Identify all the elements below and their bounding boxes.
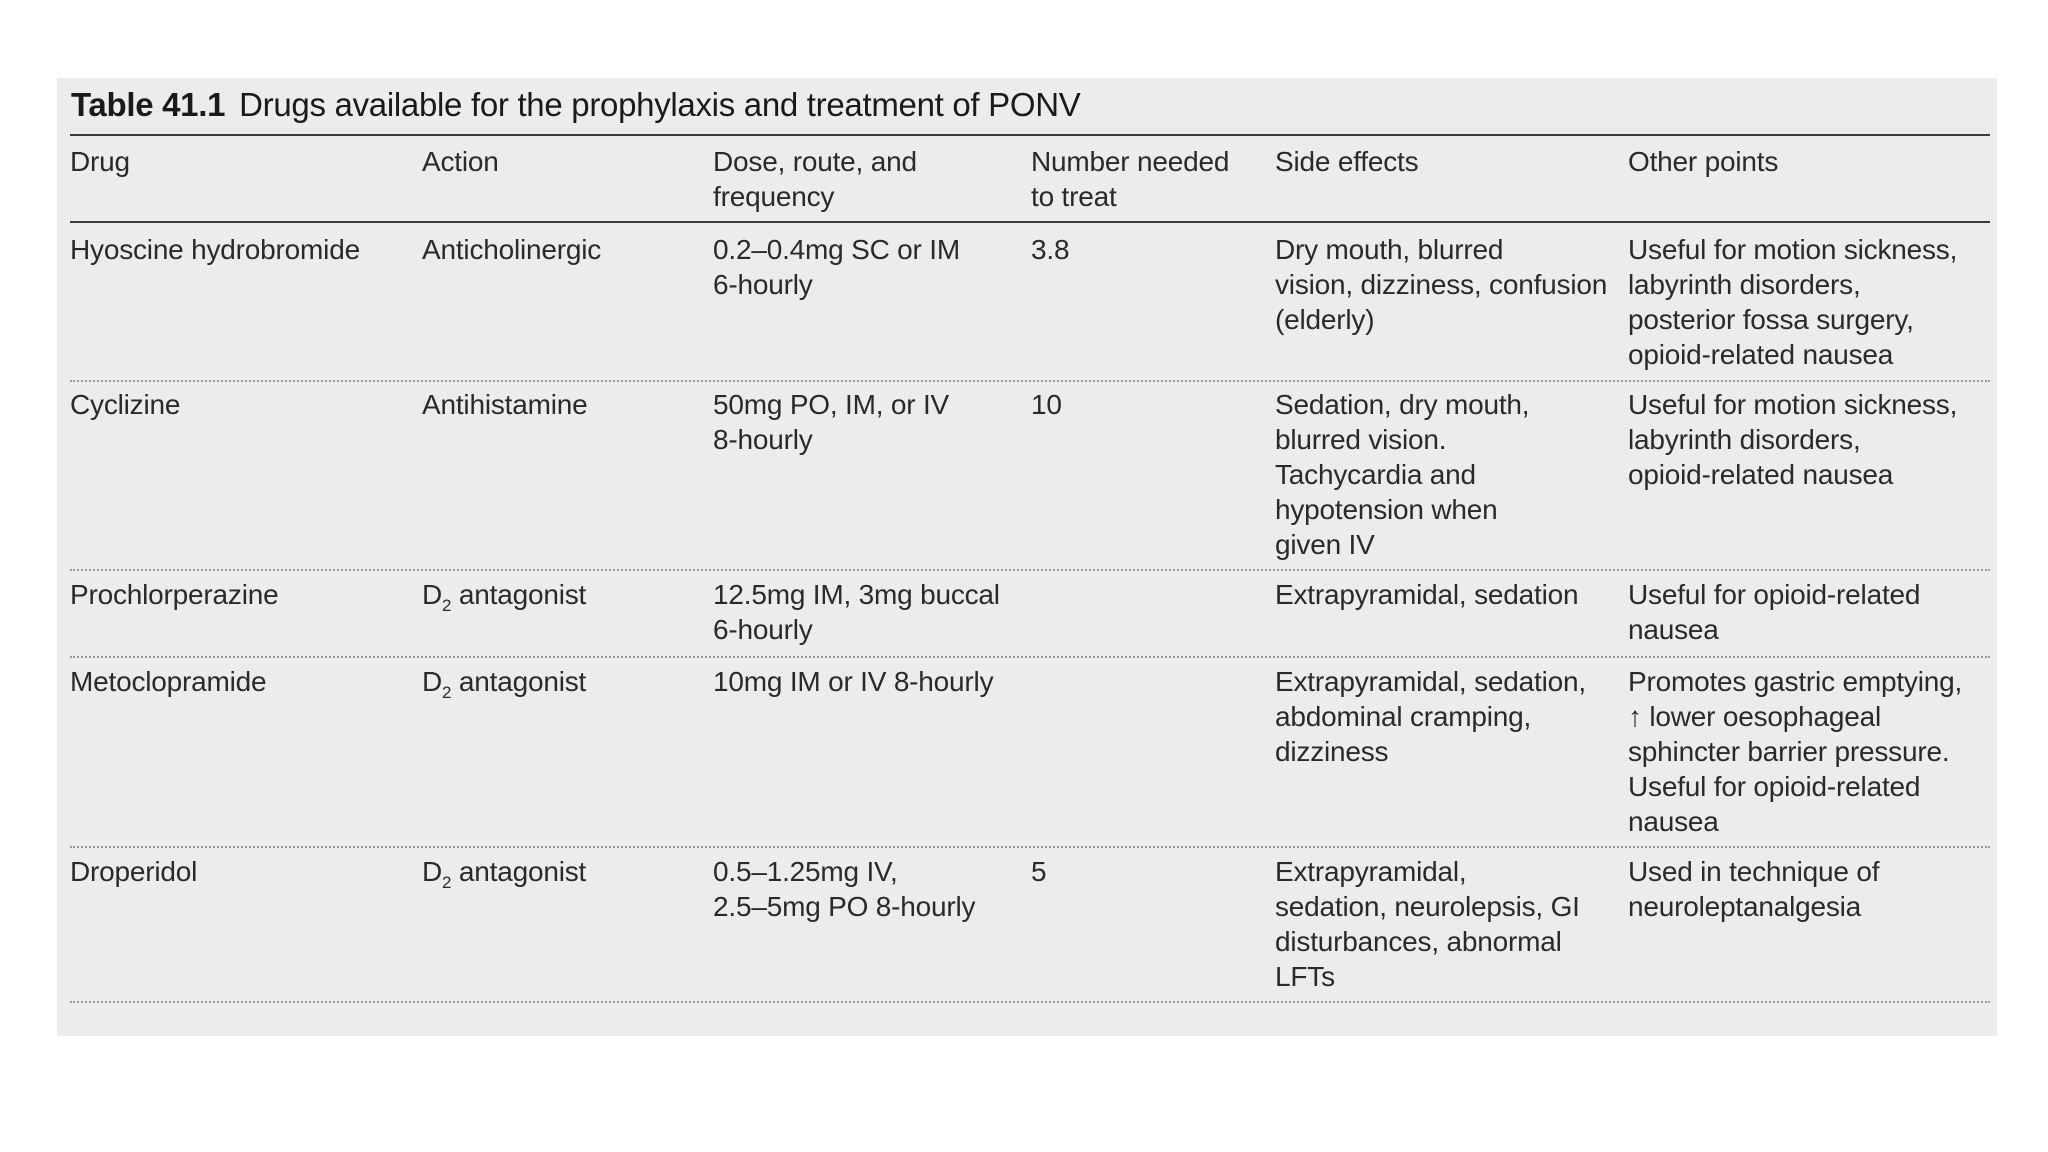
cell-side-effects: Extrapyramidal, sedation, abdominal cramping, dizziness — [1275, 666, 1586, 767]
table-label: Table 41.1 — [71, 86, 226, 123]
row-divider — [70, 846, 1990, 848]
table-panel — [57, 78, 1997, 1036]
action-prefix: D — [422, 666, 443, 697]
row-divider — [70, 1001, 1990, 1003]
cell-nnt: 10 — [1031, 389, 1062, 420]
cell-side-effects: Sedation, dry mouth, blurred vision. Tachycardia and hypotension when given IV — [1275, 389, 1530, 560]
cell-side-effects: Dry mouth, blurred vision, dizziness, confusion (elderly) — [1275, 234, 1608, 335]
cell-other: Useful for opioid-related nausea — [1628, 579, 1921, 645]
cell-other: Useful for motion sickness, labyrinth disorders, posterior fossa surgery, opioid-related nausea — [1628, 234, 1958, 370]
header-nnt: Number needed to treat — [1031, 146, 1230, 212]
action-prefix: D — [422, 579, 443, 610]
cell-dose: 50mg PO, IM, or IV 8-hourly — [713, 389, 950, 455]
action-suffix: antagonist — [451, 579, 587, 610]
table-title: Drugs available for the prophylaxis and treatment of PONV — [239, 86, 1081, 123]
top-rule — [70, 134, 1990, 136]
action-prefix: D — [422, 856, 443, 887]
cell-side-effects: Extrapyramidal, sedation — [1275, 579, 1579, 610]
cell-drug: Prochlorperazine — [70, 579, 279, 610]
row-divider — [70, 656, 1990, 658]
cell-action — [422, 664, 586, 710]
cell-dose: 10mg IM or IV 8-hourly — [713, 666, 994, 697]
cell-nnt: 3.8 — [1031, 234, 1070, 265]
cell-action: Anticholinergic — [422, 234, 602, 265]
cell-other: Used in technique of neuroleptanalgesia — [1628, 856, 1880, 922]
cell-drug: Droperidol — [70, 856, 198, 887]
cell-drug: Cyclizine — [70, 389, 181, 420]
cell-other: Useful for motion sickness, labyrinth disorders, opioid-related nausea — [1628, 389, 1958, 490]
cell-drug: Hyoscine hydrobromide — [70, 234, 360, 265]
action-subscript: 2 — [442, 873, 452, 892]
header-rule — [70, 221, 1990, 223]
header-action: Action — [422, 146, 499, 177]
header-other: Other points — [1628, 146, 1779, 177]
cell-action — [422, 854, 586, 900]
action-suffix: antagonist — [451, 856, 587, 887]
table-caption — [71, 86, 1080, 124]
cell-dose: 0.5–1.25mg IV, 2.5–5mg PO 8-hourly — [713, 856, 976, 922]
cell-side-effects: Extrapyramidal, sedation, neurolepsis, GI disturbances, abnormal LFTs — [1275, 856, 1580, 992]
action-suffix: antagonist — [451, 666, 587, 697]
cell-other: Promotes gastric emptying, ↑ lower oesophageal sphincter barrier pressure. Useful for opioid-related nausea — [1628, 666, 1963, 837]
row-divider — [70, 569, 1990, 571]
cell-action — [422, 577, 586, 623]
action-subscript: 2 — [442, 683, 452, 702]
cell-dose: 12.5mg IM, 3mg buccal 6-hourly — [713, 579, 1000, 645]
cell-dose: 0.2–0.4mg SC or IM 6-hourly — [713, 234, 960, 300]
action-subscript: 2 — [442, 596, 452, 615]
cell-drug: Metoclopramide — [70, 666, 267, 697]
row-divider — [70, 380, 1990, 382]
cell-nnt: 5 — [1031, 856, 1047, 887]
header-side-effects: Side effects — [1275, 146, 1419, 177]
header-drug: Drug — [70, 146, 130, 177]
cell-action: Antihistamine — [422, 389, 588, 420]
header-dose: Dose, route, and frequency — [713, 146, 917, 212]
